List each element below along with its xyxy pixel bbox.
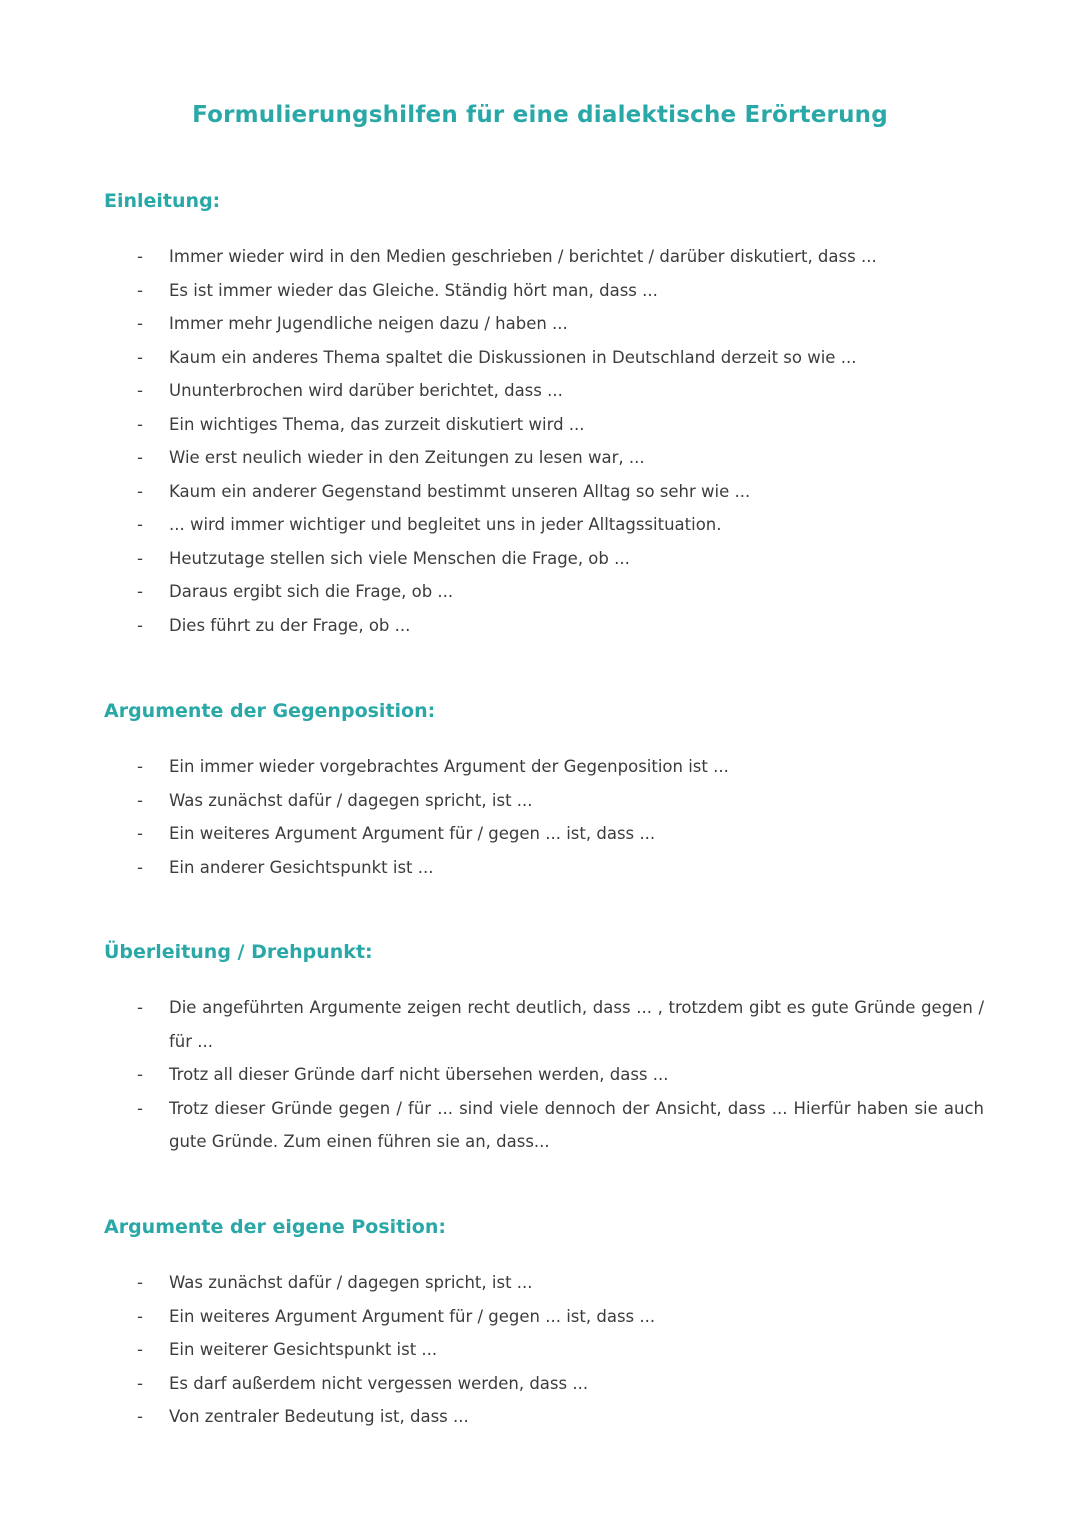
bullet-dash: -	[137, 448, 143, 467]
page-title: Formulierungshilfen für eine dialektische Erörterung	[192, 102, 888, 128]
list-item: - Die angeführten Argumente zeigen recht deutlich, dass ... , trotzdem gibt es gute Gründe gegen / für ...	[104, 991, 984, 1058]
bullet-dash: -	[137, 1340, 143, 1359]
list-item: - Daraus ergibt sich die Frage, ob ...	[104, 575, 984, 609]
bullet-dash: -	[137, 857, 143, 877]
bullet-dash: -	[137, 1273, 143, 1292]
list-item: - Ein immer wieder vorgebrachtes Argument der Gegenposition ist ...	[104, 750, 984, 784]
section-heading: Einleitung:	[104, 190, 221, 212]
bullet-dash: -	[137, 1373, 143, 1393]
list-item: - Kaum ein anderes Thema spaltet die Diskussionen in Deutschland derzeit so wie ...	[104, 341, 984, 375]
bullet-dash: -	[137, 347, 143, 367]
list-item: - Was zunächst dafür / dagegen spricht, ist ...	[104, 1266, 984, 1300]
phrase-list	[104, 991, 984, 1159]
list-item: - Ein weiterer Gesichtspunkt ist ...	[104, 1333, 984, 1367]
section-gegenposition	[104, 699, 984, 884]
list-item: - Was zunächst dafür / dagegen spricht, ist ...	[104, 784, 984, 818]
bullet-dash: -	[137, 582, 143, 601]
section-eigene-position	[104, 1215, 984, 1434]
bullet-dash: -	[137, 548, 143, 568]
list-item: - Heutzutage stellen sich viele Menschen die Frage, ob ...	[104, 542, 984, 576]
list-item: - Dies führt zu der Frage, ob ...	[104, 609, 984, 643]
bullet-dash: -	[137, 1407, 143, 1426]
bullet-dash: -	[137, 515, 143, 534]
list-item: - Immer mehr Jugendliche neigen dazu / haben ...	[104, 307, 984, 341]
bullet-dash: -	[137, 1065, 143, 1084]
bullet-dash: -	[137, 757, 143, 776]
list-item: - Trotz all dieser Gründe darf nicht übersehen werden, dass ...	[104, 1058, 984, 1092]
section-einleitung	[104, 189, 984, 642]
list-item: - Ununterbrochen wird darüber berichtet, dass ...	[104, 374, 984, 408]
bullet-dash: -	[137, 314, 143, 333]
phrase-list	[104, 1266, 984, 1434]
list-item: - Trotz dieser Gründe gegen / für ... sind viele dennoch der Ansicht, dass ... Hierfür haben sie auch gute Gründe. Zum einen führen sie an, dass...	[104, 1092, 984, 1159]
phrase-list	[104, 750, 984, 884]
bullet-dash: -	[137, 824, 143, 843]
section-heading: Argumente der Gegenposition:	[104, 700, 436, 722]
list-item: - Es darf außerdem nicht vergessen werden, dass ...	[104, 1367, 984, 1401]
list-item: - Ein wichtiges Thema, das zurzeit diskutiert wird ...	[104, 408, 984, 442]
phrase-list	[104, 240, 984, 642]
bullet-dash: -	[137, 280, 143, 300]
section-ueberleitung	[104, 940, 984, 1159]
section-heading: Überleitung / Drehpunkt:	[104, 941, 373, 963]
list-item: - Immer wieder wird in den Medien geschrieben / berichtet / darüber diskutiert, dass ...	[104, 240, 984, 274]
bullet-dash: -	[137, 381, 143, 400]
list-item: - Kaum ein anderer Gegenstand bestimmt unseren Alltag so sehr wie ...	[104, 475, 984, 509]
bullet-dash: -	[137, 1306, 143, 1326]
bullet-dash: -	[137, 790, 143, 810]
list-item: - Von zentraler Bedeutung ist, dass ...	[104, 1400, 984, 1434]
list-item: - Wie erst neulich wieder in den Zeitungen zu lesen war, ...	[104, 441, 984, 475]
list-item: - Es ist immer wieder das Gleiche. Ständig hört man, dass ...	[104, 274, 984, 308]
list-item: - Ein weiteres Argument Argument für / gegen ... ist, dass ...	[104, 817, 984, 851]
bullet-dash: -	[137, 414, 143, 434]
bullet-dash: -	[137, 998, 143, 1017]
bullet-dash: -	[137, 481, 143, 501]
bullet-dash: -	[137, 247, 143, 266]
section-heading: Argumente der eigene Position:	[104, 1216, 446, 1238]
list-item: - ... wird immer wichtiger und begleitet uns in jeder Alltagssituation.	[104, 508, 984, 542]
list-item: - Ein weiteres Argument Argument für / gegen ... ist, dass ...	[104, 1300, 984, 1334]
bullet-dash: -	[137, 615, 143, 635]
list-item: - Ein anderer Gesichtspunkt ist ...	[104, 851, 984, 885]
bullet-dash: -	[137, 1098, 143, 1118]
